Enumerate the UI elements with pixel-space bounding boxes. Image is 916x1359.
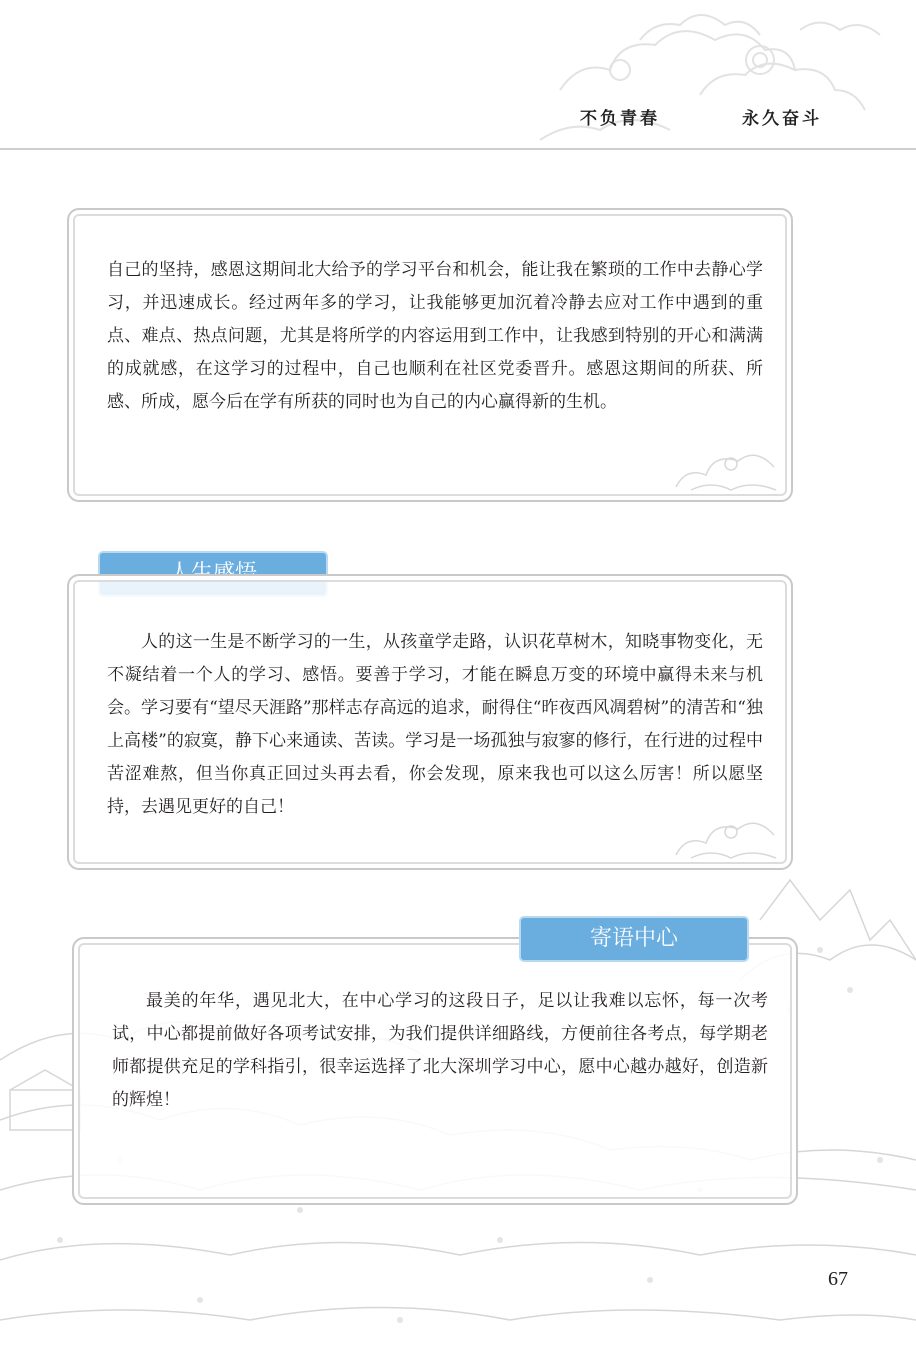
page-header (0, 0, 916, 148)
cloud-corner-icon (671, 442, 781, 492)
section-tab-message-to-center: 寄语中心 (519, 916, 749, 962)
slogan-left: 不负青春 (580, 109, 660, 129)
card-2-text: 人的这一生是不断学习的一生，从孩童学走路，认识花草树木，知晓事物变化，无不凝结着一个人的学习、感悟。要善于学习，才能在瞬息万变的环境中赢得未来与机会。学习要有“望尽天涯路”那样志存高远的追求，耐得住“昨夜西风凋碧树”的清苦和“独上高楼”的寂寞，静下心来通读、苦读。学习是一场孤独与寂寥的修行，在行进的过程中苦涩难熬，但当你真正回过头再去看，你会发现，原来我也可以这么厉害！所以愿坚持，去遇见更好的自己！ (107, 632, 763, 817)
card-1-text: 自己的坚持，感恩这期间北大给予的学习平台和机会，能让我在繁琐的工作中去静心学习，并迅速成长。经过两年多的学习，让我能够更加沉着冷静去应对工作中遇到的重点、难点、热点问题，尤其是将所学的内容运用到工作中，让我感到特别的开心和满满的成就感，在这学习的过程中，自己也顺利在社区党委晋升。感恩这期间的所获、所感、所成，愿今后在学有所获的同时也为自己的内心赢得新的生机。 (107, 260, 763, 412)
content-card-1 (67, 208, 793, 502)
card-3-text: 最美的年华，遇见北大，在中心学习的这段日子，足以让我难以忘怀，每一次考试，中心都提前做好各项考试安排，为我们提供详细路线，方便前往各考点，每学期老师都提供充足的学科指引，很幸运选择了北大深圳学习中心，愿中心越办越好，创造新的辉煌！ (112, 991, 768, 1110)
slogan-right: 永久奋斗 (742, 109, 822, 129)
header-divider (0, 148, 916, 150)
content-card-2 (67, 574, 793, 870)
page-number: 67 (828, 1268, 848, 1290)
content-card-3 (72, 937, 798, 1205)
cloud-corner-icon (671, 810, 781, 860)
